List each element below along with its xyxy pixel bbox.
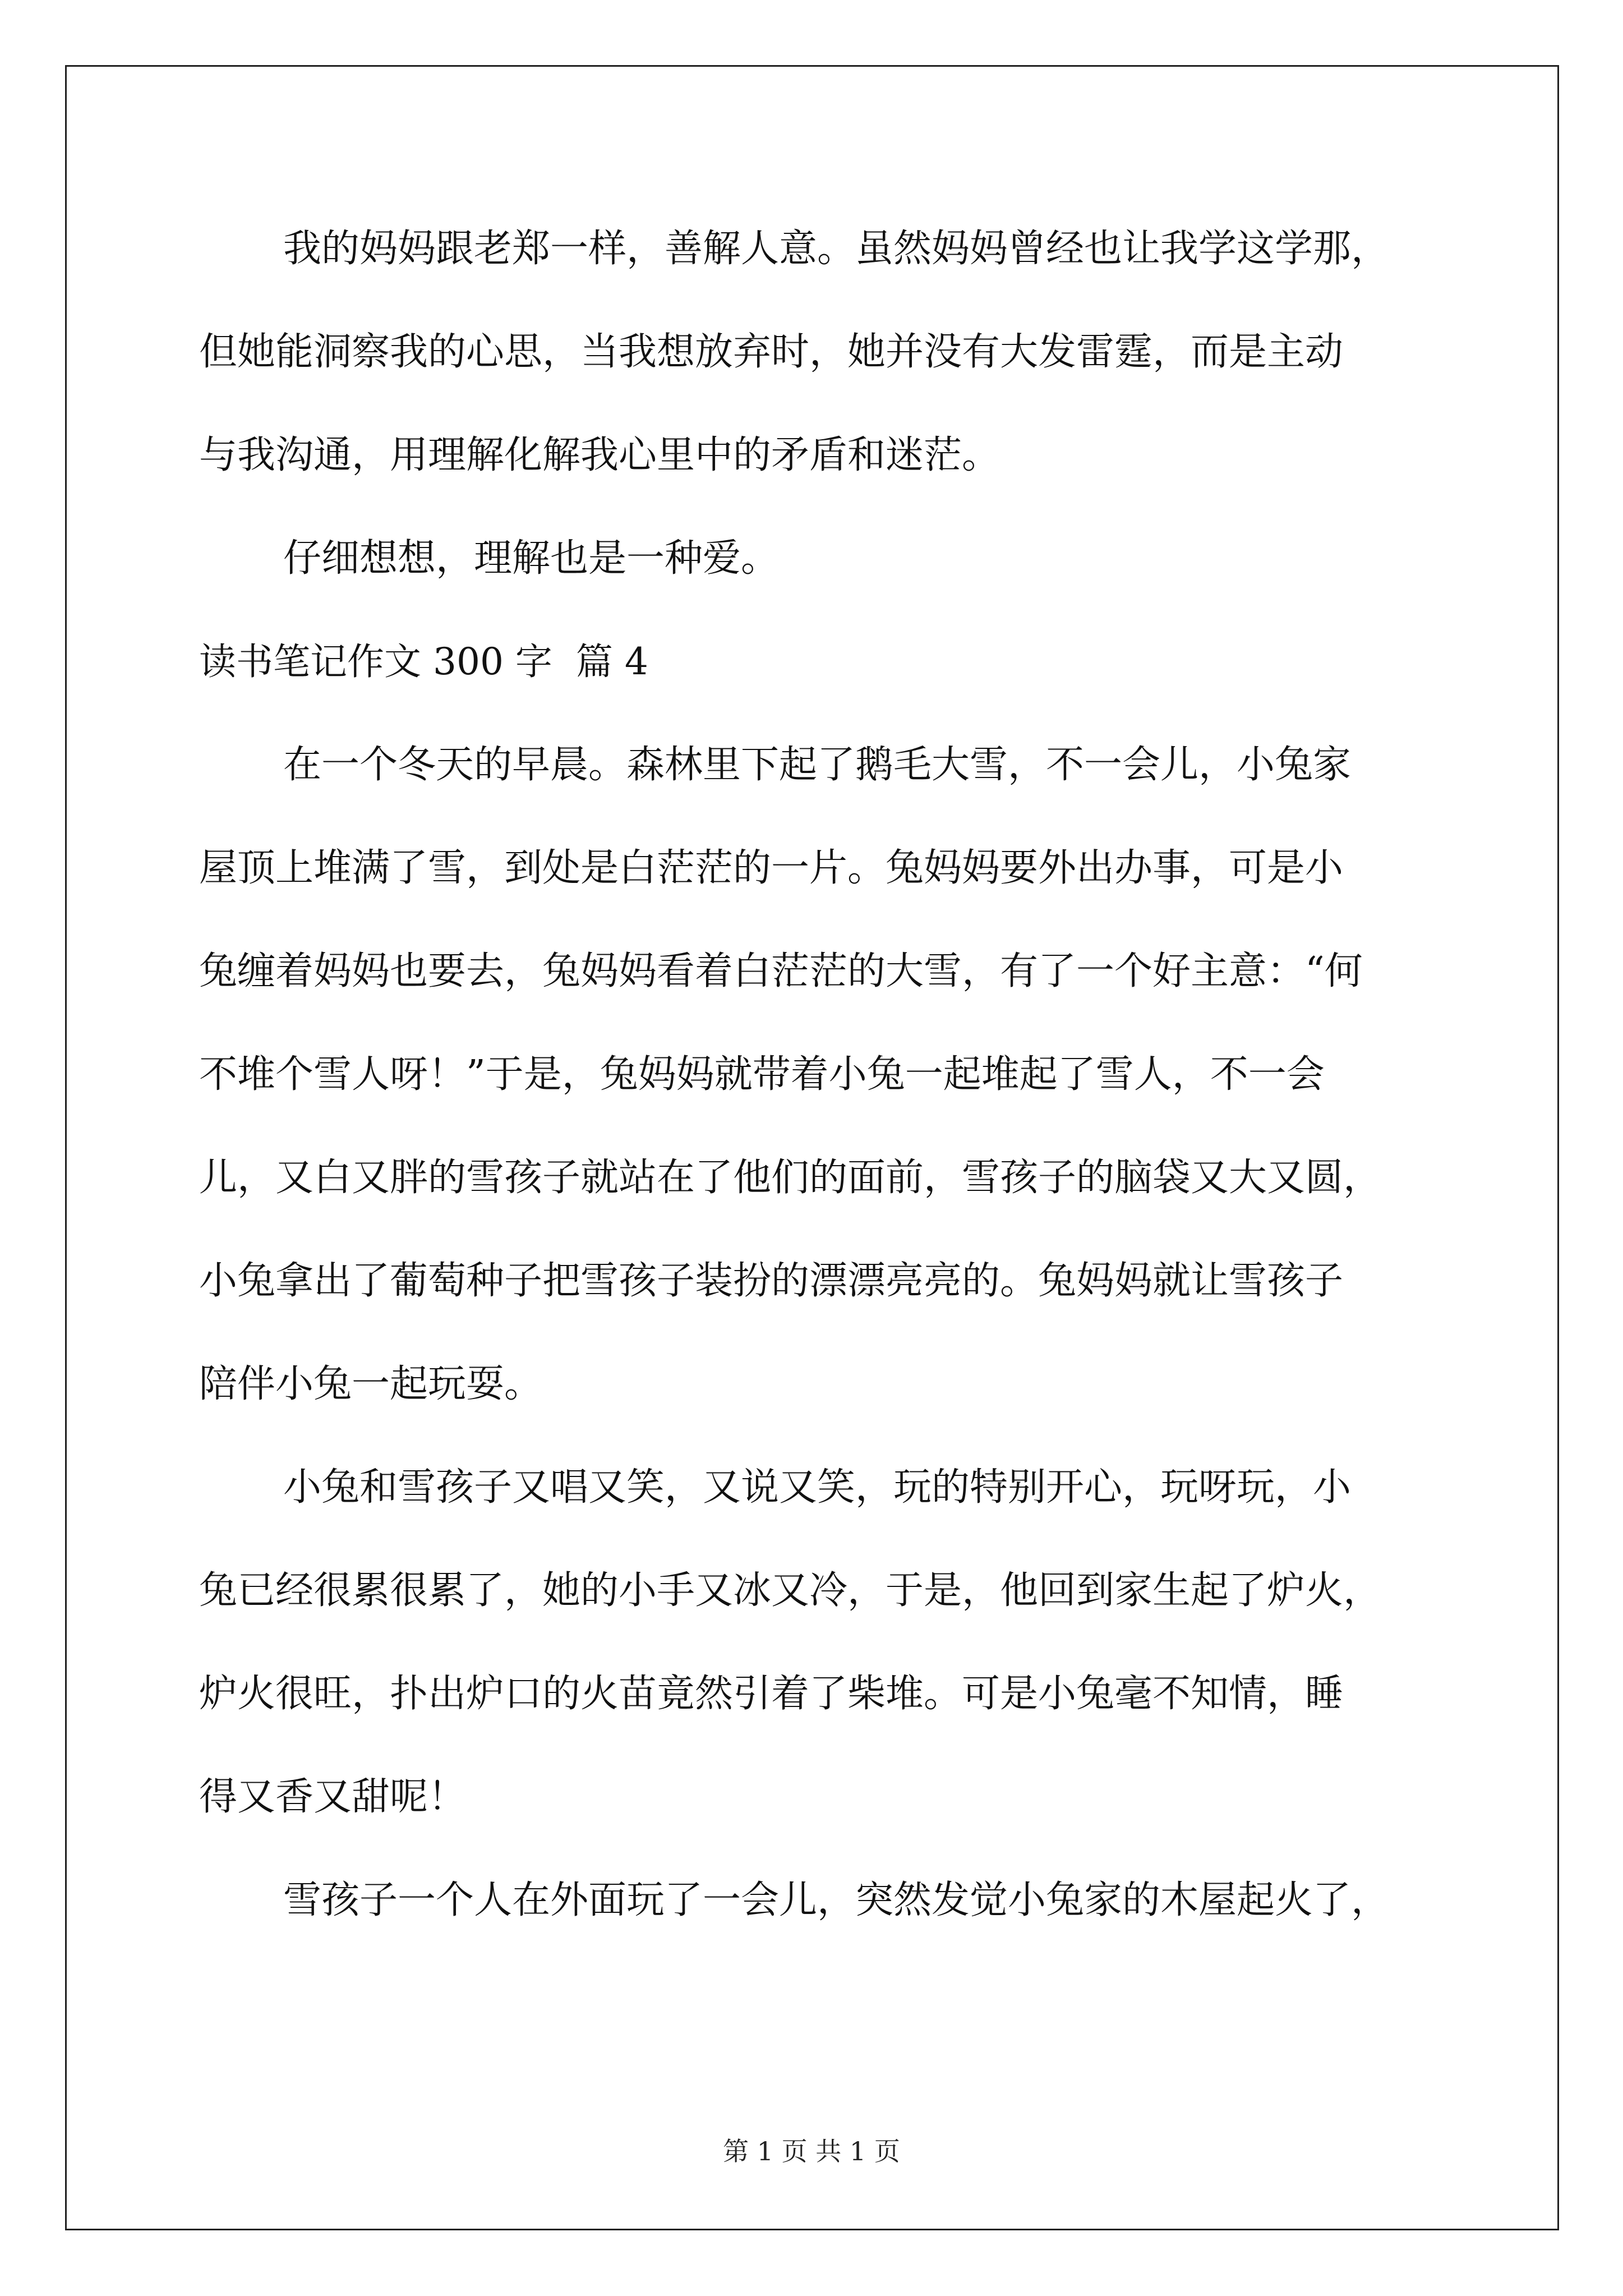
story-line: 炉火很旺，扑出炉口的火苗竟然引着了柴堆。可是小兔毫不知情，睡 bbox=[199, 1672, 1344, 1716]
story-line: 陪伴小兔一起玩耍。 bbox=[199, 1362, 543, 1406]
paragraph-line: 仔细想想，理解也是一种爱。 bbox=[283, 536, 780, 581]
document-body bbox=[199, 0, 1433, 1922]
story-line: 儿，又白又胖的雪孩子就站在了他们的面前，雪孩子的脑袋又大又圆， bbox=[199, 1156, 1382, 1200]
story-line: 兔已经很累很累了，她的小手又冰又冷，于是，他回到家生起了炉火， bbox=[199, 1568, 1382, 1613]
paragraph-line: 但她能洞察我的心思，当我想放弃时，她并没有大发雷霆，而是主动 bbox=[199, 330, 1344, 374]
section-heading: 读书笔记作文 300 字 篇 4 bbox=[199, 640, 648, 683]
story-line: 小兔和雪孩子又唱又笑，又说又笑，玩的特别开心，玩呀玩，小 bbox=[283, 1465, 1352, 1510]
page-footer: 第 1 页 共 1 页 bbox=[723, 2136, 900, 2166]
story-line: 小兔拿出了葡萄种子把雪孩子装扮的漂漂亮亮的。兔妈妈就让雪孩子 bbox=[199, 1259, 1344, 1303]
story-line: 雪孩子一个人在外面玩了一会儿，突然发觉小兔家的木屋起火了， bbox=[283, 1878, 1390, 1922]
story-line: 不堆个雪人呀！”于是，兔妈妈就带着小兔一起堆起了雪人，不一会 bbox=[199, 1052, 1325, 1097]
story-line: 兔缠着妈妈也要去，兔妈妈看着白茫茫的大雪，有了一个好主意：“何 bbox=[199, 949, 1363, 993]
story-line: 在一个冬天的早晨。森林里下起了鹅毛大雪，不一会儿，小兔家 bbox=[283, 743, 1352, 787]
story-line: 得又香又甜呢！ bbox=[199, 1775, 467, 1819]
paragraph-line: 我的妈妈跟老郑一样，善解人意。虽然妈妈曾经也让我学这学那， bbox=[283, 227, 1390, 271]
paragraph-line: 与我沟通，用理解化解我心里中的矛盾和迷茫。 bbox=[199, 433, 1000, 477]
story-line: 屋顶上堆满了雪，到处是白茫茫的一片。兔妈妈要外出办事，可是小 bbox=[199, 846, 1344, 890]
